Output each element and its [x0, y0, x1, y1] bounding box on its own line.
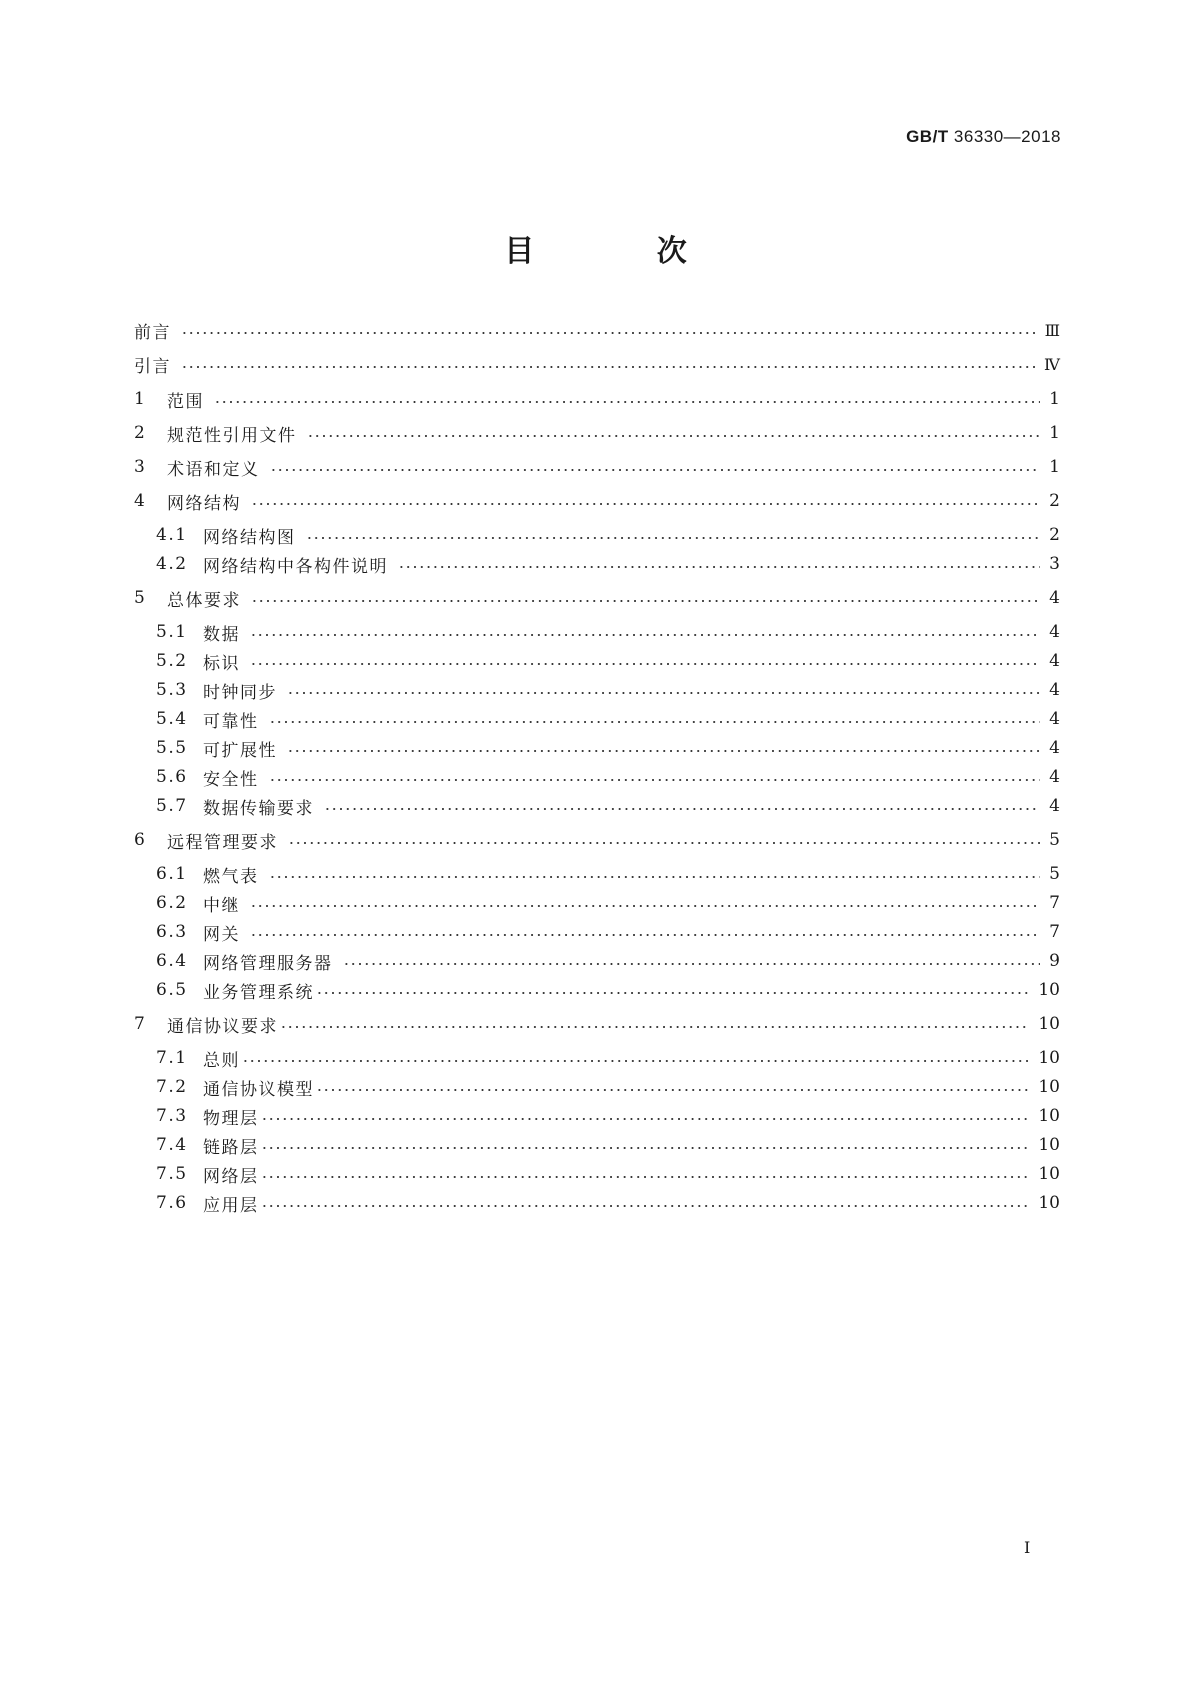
toc-entry-page: 10 — [1038, 980, 1060, 1000]
toc-subentry[interactable] — [156, 765, 1060, 789]
toc-entry-page: 10 — [1038, 1048, 1060, 1068]
toc-heading: 目 次 — [504, 234, 743, 269]
toc-entry-page: 4 — [1049, 709, 1060, 729]
toc-leader-dots — [181, 364, 1036, 370]
toc-entry-number: 7 — [134, 1014, 147, 1034]
toc-entry-title: 业务管理系统 — [203, 982, 314, 1003]
toc-entry-number: 5.1 — [156, 622, 188, 642]
toc-entry-title: 网络管理服务器 — [203, 953, 333, 974]
toc-entry-title: 应用层 — [203, 1195, 259, 1216]
toc-entry-title: 总体要求 — [167, 590, 241, 611]
toc-entry-page: 5 — [1049, 830, 1060, 850]
toc-subentry[interactable] — [156, 1075, 1060, 1099]
toc-entry-page: 4 — [1049, 767, 1060, 787]
standard-code — [906, 127, 1061, 147]
toc-entry-number: 6.1 — [156, 864, 188, 884]
toc-entry-page: 4 — [1049, 796, 1060, 816]
toc-subentry[interactable] — [156, 920, 1060, 944]
toc-subentry[interactable] — [156, 707, 1060, 731]
toc-subentry[interactable] — [156, 891, 1060, 915]
toc-entry-number: 5 — [134, 588, 147, 608]
toc-entry-page: 10 — [1038, 1164, 1060, 1184]
toc-subentry[interactable] — [156, 862, 1060, 886]
toc-entry[interactable] — [134, 455, 1060, 479]
toc-subentry[interactable] — [156, 1191, 1060, 1215]
toc-entry-page: Ⅲ — [1044, 320, 1060, 340]
toc-subentry[interactable] — [156, 523, 1060, 547]
toc-entry-title: 网络层 — [203, 1166, 259, 1187]
toc-leader-dots — [181, 330, 1037, 336]
toc-entry-title: 通信协议要求 — [167, 1016, 278, 1037]
toc-entry-title: 链路层 — [203, 1137, 259, 1158]
toc-leader-dots — [316, 1087, 1030, 1093]
toc-subentry[interactable] — [156, 736, 1060, 760]
toc-subentry[interactable] — [156, 1046, 1060, 1070]
toc-subentry[interactable] — [156, 978, 1060, 1002]
toc-entry-page: 7 — [1049, 922, 1060, 942]
toc-leader-dots — [250, 661, 1040, 667]
toc-entry-page: 10 — [1038, 1014, 1060, 1034]
toc-entry-page: 4 — [1049, 588, 1060, 608]
toc-leader-dots — [250, 932, 1040, 938]
toc-entry-title: 数据 — [203, 624, 240, 645]
toc-entry-page: 4 — [1049, 738, 1060, 758]
toc-leader-dots — [398, 564, 1040, 570]
toc-leader-dots — [250, 903, 1040, 909]
toc-entry-page: 5 — [1049, 864, 1060, 884]
toc-leader-dots — [306, 535, 1041, 541]
toc-leader-dots — [242, 1058, 1030, 1064]
toc-entry-page: Ⅳ — [1044, 354, 1060, 374]
standard-code-number: 36330—2018 — [953, 127, 1061, 146]
toc-entry-page: 2 — [1049, 491, 1060, 511]
toc-entry-number: 5.7 — [156, 796, 188, 816]
toc-entry-number: 6.4 — [156, 951, 188, 971]
toc-subentry[interactable] — [156, 1133, 1060, 1157]
toc-entry-number: 4 — [134, 491, 147, 511]
toc-entry-title: 中继 — [203, 895, 240, 916]
toc-entry-title: 标识 — [203, 653, 240, 674]
toc-leader-dots — [288, 840, 1040, 846]
toc-entry-number: 7.5 — [156, 1164, 188, 1184]
toc-entry[interactable] — [134, 489, 1060, 513]
toc-entry-page: 7 — [1049, 893, 1060, 913]
toc-entry-number: 7.1 — [156, 1048, 188, 1068]
toc-entry-page: 2 — [1049, 525, 1060, 545]
toc-entry-number: 3 — [134, 457, 147, 477]
toc-entry-title: 通信协议模型 — [203, 1079, 314, 1100]
toc-entry-title: 网关 — [203, 924, 240, 945]
toc-entry-number: 5.6 — [156, 767, 188, 787]
toc-entry-number: 5.5 — [156, 738, 188, 758]
toc-leader-dots — [261, 1145, 1031, 1151]
toc-entry-title: 时钟同步 — [203, 682, 277, 703]
toc-entry-title: 术语和定义 — [167, 459, 260, 480]
toc-leader-dots — [261, 1174, 1031, 1180]
toc-entry-page: 10 — [1038, 1077, 1060, 1097]
toc-entry-page: 4 — [1049, 680, 1060, 700]
toc-entry[interactable] — [134, 586, 1060, 610]
toc-entry-title: 网络结构中各构件说明 — [203, 556, 388, 577]
toc-entry-number: 6.2 — [156, 893, 188, 913]
toc-entry-number: 4.1 — [156, 525, 188, 545]
toc-entry-page: 10 — [1038, 1106, 1060, 1126]
toc-entry-number: 1 — [134, 389, 147, 409]
toc-entry-page: 4 — [1049, 622, 1060, 642]
toc-entry-introduction[interactable] — [134, 352, 1060, 376]
toc-leader-dots — [316, 990, 1030, 996]
toc-entry-number: 4.2 — [156, 554, 188, 574]
toc-entry[interactable] — [134, 387, 1060, 411]
toc-entry-page: 3 — [1049, 554, 1060, 574]
toc-leader-dots — [261, 1203, 1031, 1209]
toc-entry-number: 2 — [134, 423, 147, 443]
toc-entry-title: 安全性 — [203, 769, 259, 790]
toc-entry-number: 6 — [134, 830, 147, 850]
toc-entry-page: 9 — [1049, 951, 1060, 971]
toc-entry-title: 物理层 — [203, 1108, 259, 1129]
toc-entry-number: 7.3 — [156, 1106, 188, 1126]
toc-leader-dots — [251, 598, 1040, 604]
toc-entry-foreword[interactable] — [134, 318, 1060, 342]
toc-entry-number: 5.3 — [156, 680, 188, 700]
toc-entry-number: 6.3 — [156, 922, 188, 942]
toc-subentry[interactable] — [156, 678, 1060, 702]
toc-entry-title: 网络结构 — [167, 493, 241, 514]
toc-leader-dots — [269, 874, 1041, 880]
toc-entry-page: 1 — [1049, 423, 1060, 443]
page-number: I — [1024, 1538, 1031, 1557]
standard-code-prefix: GB/T — [906, 127, 949, 146]
toc-leader-dots — [280, 1024, 1030, 1030]
toc-leader-dots — [261, 1116, 1031, 1122]
toc-entry-page: 10 — [1038, 1193, 1060, 1213]
toc-entry-number: 5.2 — [156, 651, 188, 671]
toc-entry-number: 7.2 — [156, 1077, 188, 1097]
toc-leader-dots — [270, 467, 1041, 473]
toc-entry-title: 数据传输要求 — [203, 798, 314, 819]
toc-subentry[interactable] — [156, 1162, 1060, 1186]
toc-entry-title: 引言 — [134, 356, 171, 377]
toc-leader-dots — [269, 719, 1041, 725]
toc-leader-dots — [214, 399, 1040, 405]
toc-entry-title: 远程管理要求 — [167, 832, 278, 853]
toc-entry-number: 5.4 — [156, 709, 188, 729]
toc-subentry[interactable] — [156, 949, 1060, 973]
toc-subentry[interactable] — [156, 552, 1060, 576]
toc-entry-page: 1 — [1049, 389, 1060, 409]
toc-leader-dots — [307, 433, 1041, 439]
toc-entry-number: 7.6 — [156, 1193, 188, 1213]
toc-leader-dots — [343, 961, 1041, 967]
toc-entry-title: 总则 — [203, 1050, 240, 1071]
toc-subentry[interactable] — [156, 794, 1060, 818]
toc-leader-dots — [287, 748, 1040, 754]
toc-entry[interactable] — [134, 828, 1060, 852]
toc-entry-page: 4 — [1049, 651, 1060, 671]
toc-leader-dots — [287, 690, 1040, 696]
toc-entry-title: 可扩展性 — [203, 740, 277, 761]
toc-entry-title: 燃气表 — [203, 866, 259, 887]
toc-leader-dots — [250, 632, 1040, 638]
toc-entry-page: 1 — [1049, 457, 1060, 477]
toc-subentry[interactable] — [156, 649, 1060, 673]
toc-entry[interactable] — [134, 1012, 1060, 1036]
toc-entry-title: 可靠性 — [203, 711, 259, 732]
toc-entry-title: 规范性引用文件 — [167, 425, 297, 446]
toc-entry-number: 7.4 — [156, 1135, 188, 1155]
toc-leader-dots — [251, 501, 1040, 507]
toc-subentry[interactable] — [156, 1104, 1060, 1128]
toc-entry-number: 6.5 — [156, 980, 188, 1000]
toc-entry[interactable] — [134, 421, 1060, 445]
toc-leader-dots — [269, 777, 1041, 783]
toc-entry-title: 范围 — [167, 391, 204, 412]
toc-entry-page: 10 — [1038, 1135, 1060, 1155]
toc-subentry[interactable] — [156, 620, 1060, 644]
toc-entry-title: 前言 — [134, 322, 171, 343]
toc-entry-title: 网络结构图 — [203, 527, 296, 548]
toc-leader-dots — [324, 806, 1040, 812]
